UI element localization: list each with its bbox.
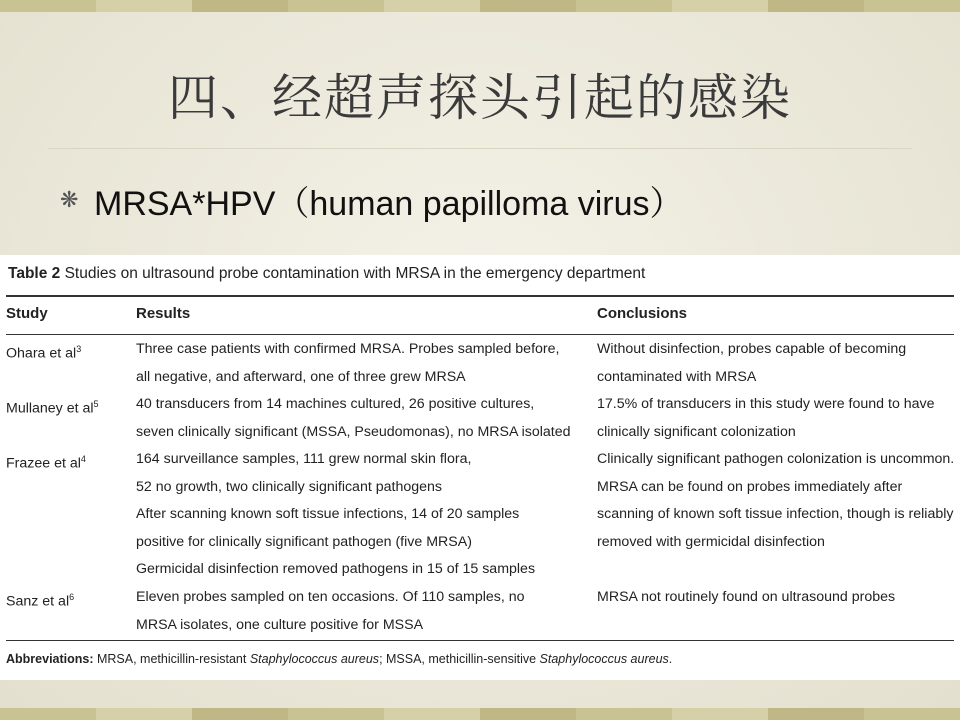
table-image [0,255,960,680]
top-decorative-stripe [0,0,960,12]
cell-study [6,446,86,478]
results-line: After scanning known soft tissue infections, 14 of 20 samples [136,506,520,522]
cell-conclusions [597,391,935,446]
conclusions-line: MRSA not routinely found on ultrasound probes [597,589,896,605]
abbr-italic2: Staphylococcus aureus [539,652,669,666]
conclusions-line: Without disinfection, probes capable of becoming [597,341,907,357]
results-line: 40 transducers from 14 machines cultured, 26 positive cultures, [136,396,535,412]
abbr-italic1: Staphylococcus aureus [249,652,380,666]
table-caption-text: Studies on ultrasound probe contamination with MRSA in the emergency department [60,265,646,282]
conclusions-line: contaminated with MRSA [597,368,757,385]
results-line: Three case patients with confirmed MRSA. Probes sampled before, [136,341,560,357]
study-reference: 6 [69,592,75,602]
study-reference: 3 [76,344,82,354]
table-caption-label: Table 2 [8,265,61,282]
bullet-item [60,178,684,222]
header-conclusions: Conclusions [597,305,688,322]
cell-study [6,391,99,423]
abbr-part3: . [668,652,673,666]
cell-study [6,336,81,368]
header-results: Results [136,305,191,322]
cell-conclusions [597,336,906,391]
results-line: all negative, and afterward, one of three grew MRSA [136,368,466,385]
abbr-label: Abbreviations: [6,652,94,666]
table-header-rule [6,334,954,335]
cell-conclusions [597,584,895,612]
table-abbreviations [6,652,672,666]
title-divider [48,148,912,149]
abbr-part2: ; MSSA, methicillin-sensitive [379,652,540,666]
results-line: Eleven probes sampled on ten occasions. Of 110 samples, no [136,589,525,605]
conclusions-line: 17.5% of transducers in this study were found to have [597,396,935,412]
header-study: Study [6,305,48,322]
study-reference: 4 [80,454,86,464]
asterisk-bullet-icon: ❋ [60,187,79,213]
conclusions-line: removed with germicidal disinfection [597,533,825,550]
study-name: Mullaney et al [6,400,94,417]
results-line: positive for clinically significant pathogen (five MRSA) [136,533,472,550]
results-line: Germicidal disinfection removed pathogens in 15 of 15 samples [136,561,536,577]
cell-results [136,446,535,584]
conclusions-line: scanning of known soft tissue infection, though is reliably [597,506,954,522]
results-line: 52 no growth, two clinically significant pathogens [136,478,442,495]
results-line: seven clinically significant (MSSA, Pseudomonas), no MRSA isolated [136,423,571,440]
study-reference: 5 [93,399,99,409]
slide-title: 四、经超声探头引起的感染 [168,69,792,127]
cell-results [136,584,525,639]
cell-conclusions [597,446,954,556]
cell-study [6,584,74,616]
cell-results [136,336,559,391]
study-name: Sanz et al [6,593,70,610]
results-line: MRSA isolates, one culture positive for MSSA [136,616,424,633]
conclusions-line: MRSA can be found on probes immediately after [597,478,903,495]
table-caption [8,265,645,283]
abbr-part1: MRSA, methicillin-resistant [93,652,250,666]
conclusions-line: Clinically significant pathogen colonization is uncommon. [597,451,955,467]
conclusions-line: clinically significant colonization [597,423,796,440]
study-name: Ohara et al [6,345,77,362]
study-name: Frazee et al [6,455,81,472]
table-bottom-rule [6,640,954,641]
bullet-text: MRSA*HPV（human papilloma virus） [94,184,684,223]
cell-results [136,391,571,446]
table-top-rule [6,295,954,297]
results-line: 164 surveillance samples, 111 grew normal skin flora, [136,451,472,467]
bottom-decorative-stripe [0,708,960,720]
